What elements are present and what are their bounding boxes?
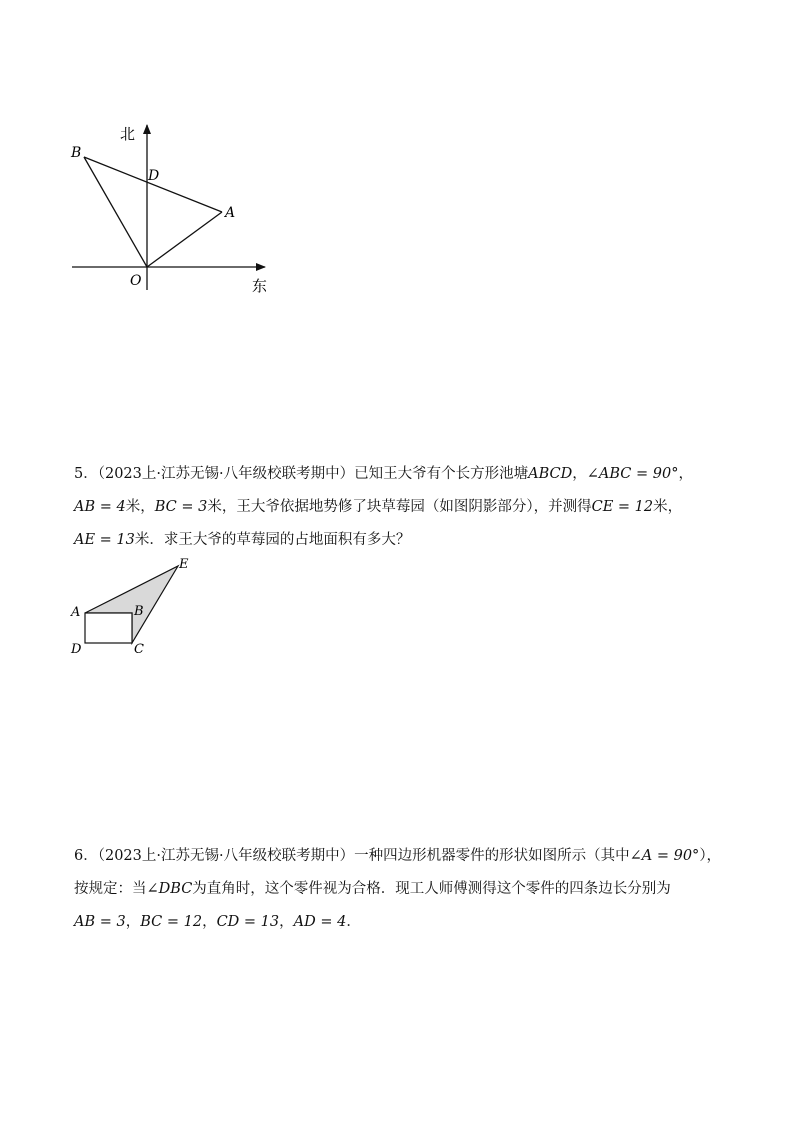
compass-figure [60, 115, 280, 300]
problem-5-text-4: 米， [125, 499, 155, 515]
problem-6-text-6: ， [279, 914, 294, 930]
problem-6-number: 6． [74, 848, 98, 864]
problem-6 [74, 840, 734, 939]
problem-5-text-6: 米， [653, 499, 683, 515]
problem-6-math-5: CD = 13 [216, 914, 280, 930]
label-a: A [71, 605, 81, 620]
segment-ba [84, 157, 222, 212]
problem-5-number: 5． [74, 466, 98, 482]
problem-6-text-7: ． [346, 914, 361, 930]
pond-figure [68, 558, 208, 658]
problem-6-text-5: ， [202, 914, 217, 930]
label-c: C [134, 642, 144, 657]
problem-6-text-1: 一种四边形机器零件的形状如图所示（其中 [354, 848, 630, 864]
problem-6-math-3: AB = 3 [74, 914, 126, 930]
problem-5-text-3: ， [678, 466, 693, 482]
problem-5-text-1: 已知王大爷有个长方形池塘 [354, 466, 529, 482]
label-b: B [134, 604, 144, 619]
segment-bo [84, 157, 147, 267]
label-b: B [71, 145, 82, 161]
problem-5-math-4: BC = 3 [154, 499, 208, 515]
problem-5-text-7: 米．求王大爷的草莓园的占地面积有多大？ [134, 532, 411, 548]
label-north: 北 [120, 125, 136, 143]
problem-6-math-6: AD = 4 [293, 914, 347, 930]
problem-5 [74, 458, 734, 557]
segment-oa [147, 212, 222, 267]
label-east: 东 [252, 277, 268, 295]
label-a: A [225, 205, 236, 221]
compass-diagram [60, 115, 280, 300]
problem-5-math-1: ABCD [528, 466, 573, 482]
label-e: E [179, 557, 189, 572]
problem-6-text-4: ， [125, 914, 141, 930]
label-d: D [71, 642, 82, 657]
problem-5-source: （2023上·江苏无锡·八年级校联考期中） [97, 466, 355, 482]
rectangle-abcd [85, 613, 132, 643]
problem-5-math-5: CE = 12 [591, 499, 654, 515]
problem-6-math-4: BC = 12 [140, 914, 203, 930]
problem-6-text-3: 为直角时，这个零件视为合格．现工人师傅测得这个零件的四条边长分别为 [192, 881, 671, 897]
problem-6-math-1: ∠A = 90° [629, 848, 700, 864]
label-o: O [130, 273, 142, 289]
problem-5-math-2: ∠ABC = 90° [586, 466, 679, 482]
problem-5-text-5: 米，王大爷依据地势修了块草莓园（如图阴影部分），并测得 [207, 499, 592, 515]
problem-6-source: （2023上·江苏无锡·八年级校联考期中） [97, 848, 355, 864]
label-d: D [148, 168, 160, 184]
problem-6-math-2: ∠DBC [146, 881, 193, 897]
pond-diagram [68, 558, 208, 658]
problem-5-math-3: AB = 4 [74, 499, 126, 515]
problem-5-text-2: ， [572, 466, 587, 482]
problem-5-math-6: AE = 13 [74, 532, 135, 548]
problem-6-text-2: ），按规定：当 [74, 848, 722, 897]
